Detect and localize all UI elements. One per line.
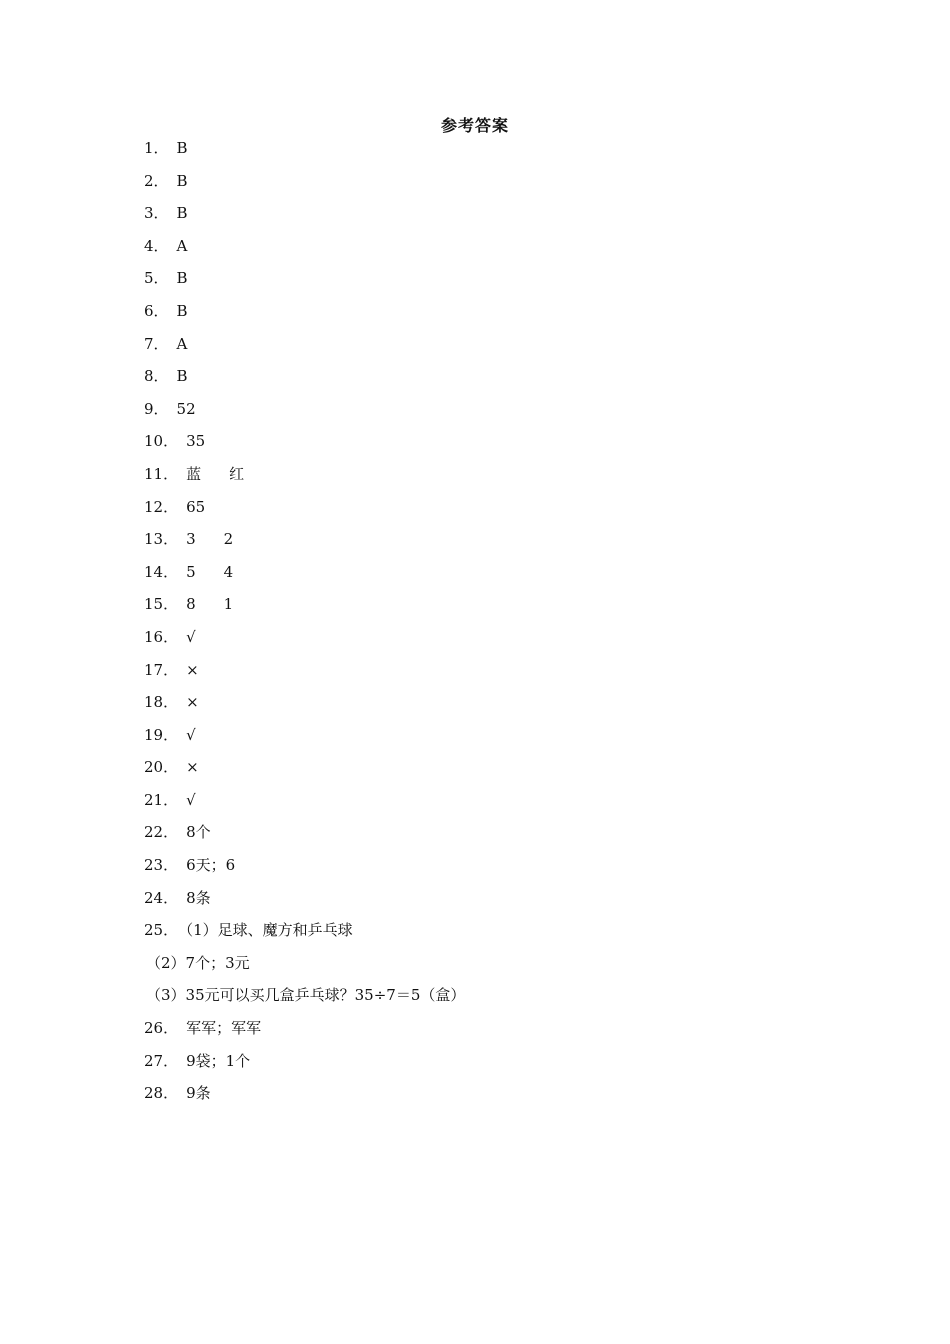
- answer-number: 18．: [144, 693, 179, 712]
- answer-row-26: [144, 1018, 844, 1051]
- answer-row-10: [144, 431, 844, 464]
- answer-row-22: [144, 822, 844, 855]
- answer-value: B: [176, 171, 188, 190]
- answer-row-25-part-3: [144, 985, 844, 1018]
- answer-value: 军军；军军: [186, 1019, 262, 1038]
- answer-row-21: [144, 790, 844, 823]
- answer-number: 22．: [144, 823, 179, 842]
- answer-number: 15．: [144, 595, 179, 614]
- answer-number: 13．: [144, 530, 179, 549]
- answer-number: 25．: [144, 921, 179, 940]
- answer-number: 8．: [144, 367, 169, 386]
- answer-row-25-part-2: [144, 953, 844, 986]
- answer-row-19: [144, 725, 844, 758]
- answer-number: 19．: [144, 725, 179, 744]
- answer-number: 12．: [144, 497, 179, 516]
- answer-value: 8: [186, 595, 196, 614]
- answer-number: 2．: [144, 171, 169, 190]
- answer-value: B: [176, 367, 188, 386]
- answer-value: 蓝: [186, 464, 202, 483]
- answer-value: B: [176, 204, 188, 223]
- answer-row-8: [144, 366, 844, 399]
- answer-number: 16．: [144, 627, 179, 646]
- answer-number: 20．: [144, 758, 179, 777]
- answer-number: 23．: [144, 856, 179, 875]
- answer-row-2: [144, 171, 844, 204]
- answer-value: 9袋；1个: [186, 1051, 251, 1070]
- answer-row-6: [144, 301, 844, 334]
- answer-number: 7．: [144, 334, 169, 353]
- answer-number: 27．: [144, 1051, 179, 1070]
- answer-number: 26．: [144, 1019, 179, 1038]
- answer-row-28: [144, 1083, 844, 1116]
- answer-row-5: [144, 268, 844, 301]
- answer-number: 6．: [144, 301, 169, 320]
- answer-value: B: [176, 301, 188, 320]
- answer-row-23: [144, 855, 844, 888]
- answer-row-27: [144, 1051, 844, 1084]
- answer-number: 10．: [144, 432, 179, 451]
- answer-row-24: [144, 888, 844, 921]
- answer-number: 5．: [144, 269, 169, 288]
- answer-number: 24．: [144, 888, 179, 907]
- answer-value: √: [186, 790, 196, 809]
- answer-row-12: [144, 497, 844, 530]
- page-title: 参考答案: [440, 116, 509, 135]
- answer-number: 17．: [144, 660, 179, 679]
- answer-value: B: [176, 269, 188, 288]
- answer-number: 21．: [144, 790, 179, 809]
- answer-row-16: [144, 627, 844, 660]
- answer-value: 3: [186, 530, 196, 549]
- answer-value: 8条: [186, 888, 211, 907]
- answer-value-second: 4: [223, 562, 234, 581]
- answer-number: 3．: [144, 204, 169, 223]
- answer-row-18: [144, 692, 844, 725]
- answer-number: 4．: [144, 236, 169, 255]
- answer-row-14: [144, 562, 844, 595]
- answer-number: 9．: [144, 399, 169, 418]
- answer-row-17: [144, 660, 844, 693]
- answer-value: 35: [186, 432, 206, 451]
- answer-value: 65: [186, 497, 206, 516]
- answer-row-25: [144, 920, 844, 953]
- answer-row-15: [144, 594, 844, 627]
- answer-value: √: [186, 627, 196, 646]
- answer-value: ×: [186, 660, 199, 679]
- answer-value: ×: [186, 693, 199, 712]
- answer-row-7: [144, 334, 844, 367]
- answer-subpart: （2）7个；3元: [146, 953, 250, 972]
- answer-value-second: 红: [229, 464, 245, 483]
- answer-row-4: [144, 236, 844, 269]
- answer-row-1: [144, 138, 844, 171]
- answer-number: 11．: [144, 464, 179, 483]
- answer-number: 28．: [144, 1084, 179, 1103]
- answer-value: 9条: [186, 1084, 211, 1103]
- answer-value: A: [176, 236, 188, 255]
- answer-row-13: [144, 529, 844, 562]
- answer-number: 14．: [144, 562, 179, 581]
- answer-value: 52: [176, 399, 196, 418]
- answer-value-second: 1: [223, 595, 234, 614]
- answer-value: ×: [186, 758, 199, 777]
- answer-value: （1）足球、魔方和乒乓球: [178, 921, 353, 940]
- answer-value: B: [176, 139, 188, 157]
- answer-value: 5: [186, 562, 196, 581]
- answer-value: 6天；6: [186, 856, 236, 875]
- answer-list: [144, 138, 844, 1116]
- answer-value-second: 2: [223, 530, 234, 549]
- answer-value: 8个: [186, 823, 211, 842]
- answer-row-9: [144, 399, 844, 432]
- answer-value: √: [186, 725, 196, 744]
- answer-subpart: （3）35元可以买几盒乒乓球？35÷7＝5（盒）: [146, 986, 466, 1005]
- answer-row-20: [144, 757, 844, 790]
- answer-value: A: [176, 334, 188, 353]
- answer-row-11: [144, 464, 844, 497]
- answer-number: 1．: [144, 139, 169, 157]
- answer-row-3: [144, 203, 844, 236]
